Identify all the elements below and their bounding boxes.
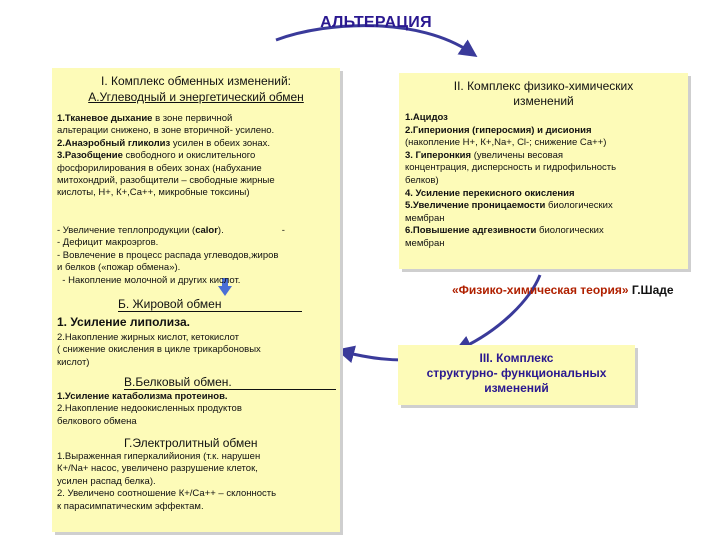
carbohydrate-block	[57, 113, 339, 200]
protein-line: 2.Накопление недоокисленных продуктов	[57, 403, 242, 415]
physicochemical-line: 5.Увеличение проницаемости биологических	[405, 200, 613, 212]
right-header-line2: изменений	[513, 94, 574, 108]
structural-changes-panel	[398, 345, 635, 405]
consequence-line: - Накопление молочной и других кислот.	[57, 274, 241, 286]
physicochemical-line: (накопление Н+, К+,Na+, Сl-; снижение Са++)	[405, 137, 607, 149]
carbohydrate-line: митохондрий, разобщители – свободные жирные	[57, 175, 275, 187]
physicochemical-list	[405, 112, 685, 251]
physicochemical-line: концентрация, дисперсность и гидрофильность	[405, 162, 617, 174]
consequence-line: - Дефицит макроэргов.	[57, 237, 159, 249]
physicochemical-line: 1.Ацидоз	[405, 112, 448, 123]
carbohydrate-line: альтерации снижено, в зоне вторичной- усилено.	[57, 125, 275, 137]
metabolic-changes-panel	[52, 68, 340, 532]
fat-lipolysis: 1. Усиление липолиза.	[57, 315, 190, 329]
fat-body	[57, 332, 339, 369]
left-header-line1: I. Комплекс обменных изменений:	[100, 74, 292, 88]
cycle-arrow-bottom	[345, 352, 404, 360]
physicochemical-line: белков)	[405, 174, 439, 186]
electrolyte-line: 2. Увеличено соотношение К+/Са++ – склонность	[57, 488, 277, 500]
carbohydrate-line: кислоты, Н+, К+,Са++, микробные токсины)	[57, 187, 250, 199]
fat-header: Б. Жировой обмен	[118, 297, 302, 312]
electrolyte-line: 1.Выраженная гиперкалийиония (т.к. нарушен	[57, 451, 261, 462]
physicochemical-line: 3. Гиперонкия (увеличены весовая	[405, 149, 564, 161]
carbohydrate-line: фосфорилирования в обеих зонах (набухание	[57, 162, 262, 174]
fat-line: кислот)	[57, 356, 90, 368]
electrolyte-body	[57, 451, 339, 513]
fat-line: 2.Накопление жирных кислот, кетокислот	[57, 332, 240, 343]
electrolyte-line: усилен распад белка).	[57, 475, 156, 487]
right-header-line1: II. Комплекс физико-химических	[453, 79, 634, 93]
physicochemical-theory-label	[452, 283, 674, 297]
protein-header: В.Белковый обмен.	[124, 375, 336, 390]
fat-line: ( снижение окисления в цикле трикарбоновых	[57, 344, 261, 356]
carbohydrate-line: 3.Разобщение свободного и окислительного	[57, 150, 256, 162]
complex3-line1: III. Комплекс	[479, 351, 554, 365]
carbohydrate-line: 1.Тканевое дыхание в зоне первичной	[57, 113, 233, 124]
structural-changes-title	[398, 351, 635, 396]
carbohydrate-line: 2.Анаэробный гликолиз усилен в обеих зонах.	[57, 137, 271, 149]
consequence-line: - Вовлечение в процесс распада углеводов,жиров	[57, 249, 279, 261]
complex3-line3: изменений	[484, 381, 549, 395]
physicochemical-line: 2.Гипериония (гиперосмия) и дисиония	[405, 124, 592, 136]
physicochemical-line: мембран	[405, 212, 445, 224]
protein-line: 1.Усиление катаболизма протеинов.	[57, 391, 228, 402]
physicochemical-line: 6.Повышение адгезивности биологических	[405, 225, 604, 237]
theory-name: «Физико-химическая теория»	[452, 283, 629, 297]
physicochemical-line: 4. Усиление перекисного окисления	[405, 187, 575, 199]
consequence-line: - Увеличение теплопродукции (calor). -	[57, 225, 285, 236]
electrolyte-header: Г.Электролитный обмен	[124, 436, 258, 450]
left-header-line2: А.Углеводный и энергетический обмен	[88, 90, 304, 104]
protein-body	[57, 391, 339, 428]
page-title: АЛЬТЕРАЦИЯ	[320, 14, 432, 31]
theory-author: Г.Шаде	[628, 283, 674, 297]
complex3-line2: структурно- функциональных	[426, 366, 607, 380]
protein-line: белкового обмена	[57, 415, 137, 427]
electrolyte-line: к парасимпатическим эффектам.	[57, 500, 204, 512]
consequence-line: и белков («пожар обмена»).	[57, 262, 181, 274]
electrolyte-line: К+/Na+ насос, увеличено разрушение клеток,	[57, 463, 258, 475]
consequences-block	[57, 225, 339, 287]
physicochemical-changes-panel	[399, 73, 688, 269]
physicochemical-line: мембран	[405, 237, 445, 249]
